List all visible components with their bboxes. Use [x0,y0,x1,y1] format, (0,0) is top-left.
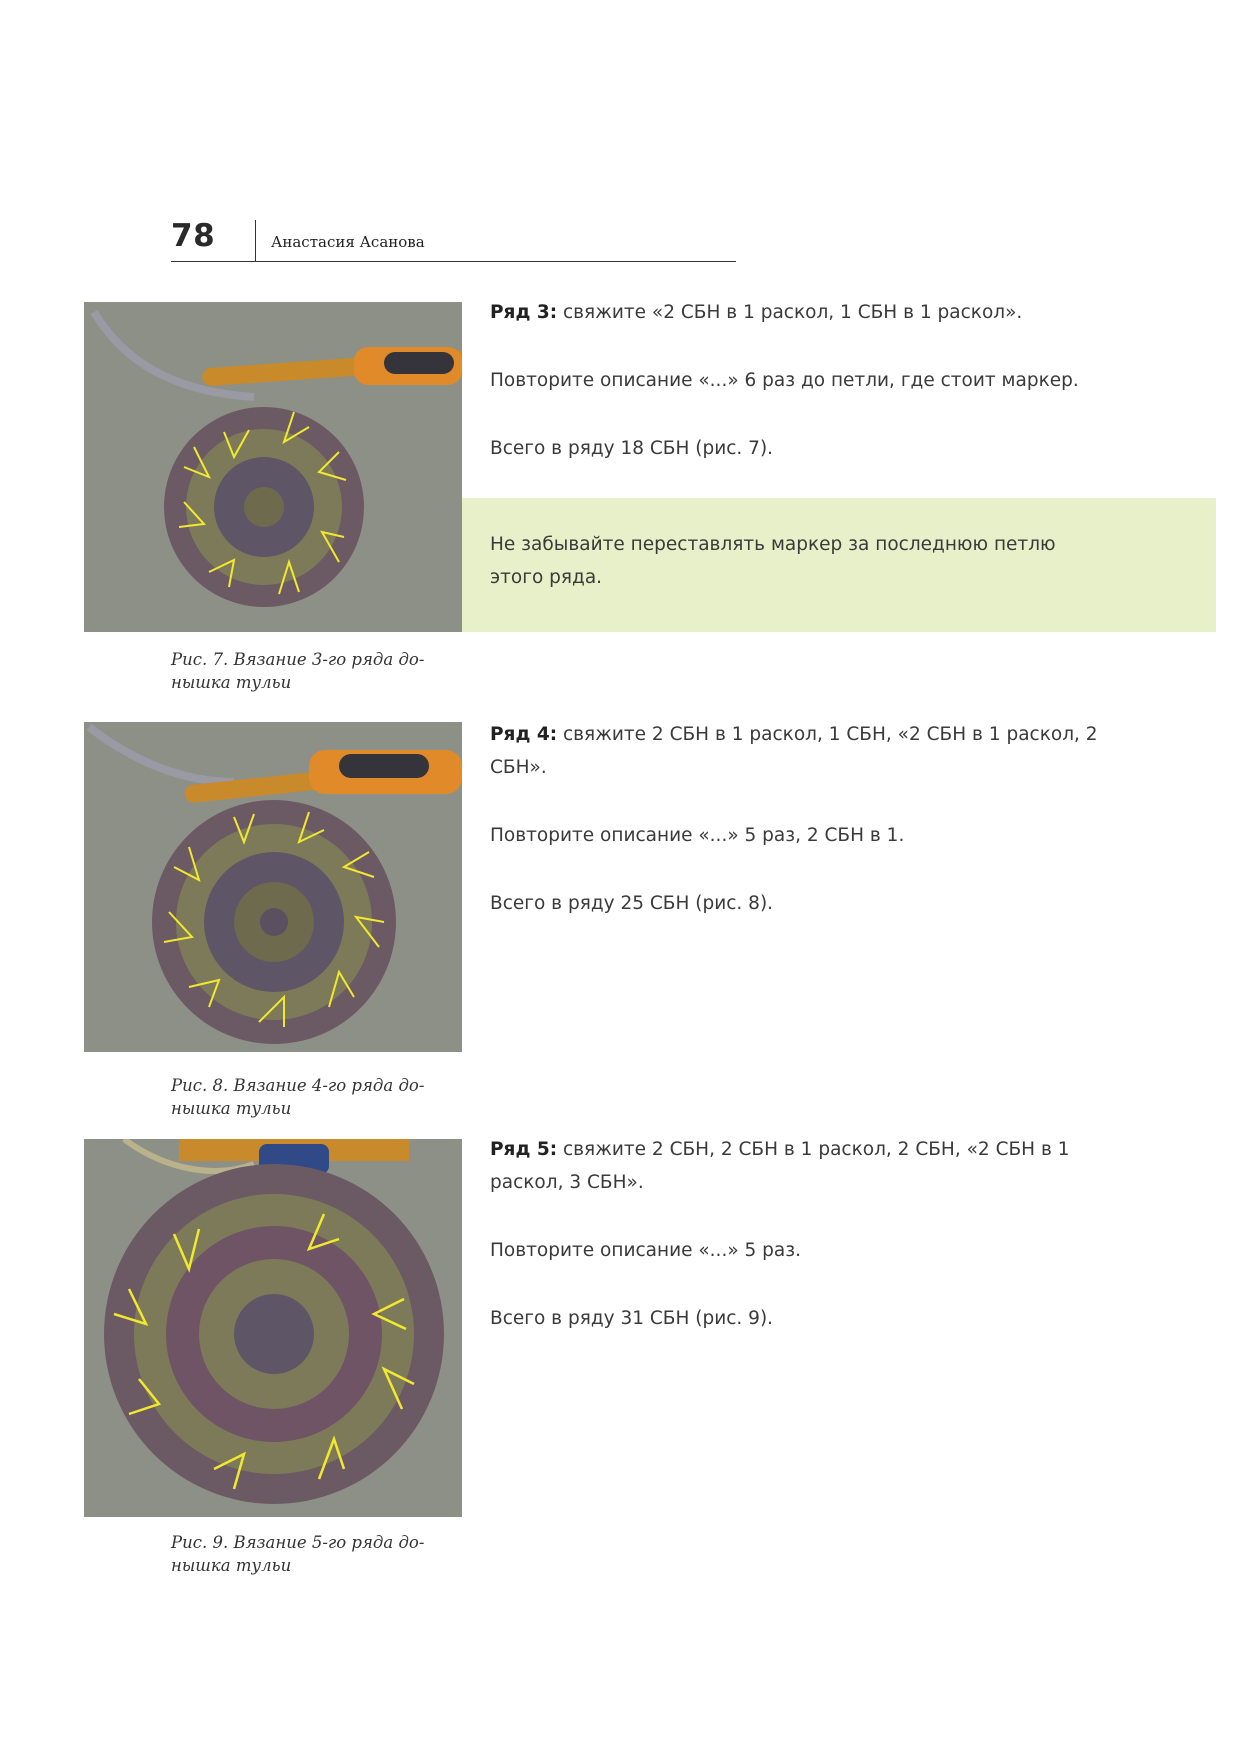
figure-8-caption: Рис. 8. Вязание 4-го ряда до-нышка тульи [171,1076,425,1118]
figure-9-caption: Рис. 9. Вязание 5-го ряда до-нышка тульи [171,1533,425,1575]
header-divider [255,220,256,262]
figure-8-photo [84,722,462,1052]
row-5-instruction [490,1133,1110,1199]
row-5-label: Ряд 5: [490,1139,558,1160]
figure-7-caption: Рис. 7. Вязание 3-го ряда до-нышка тульи [171,650,425,692]
tip-text: Не забывайте переставлять маркер за последнюю петлю этого ряда. [490,534,1056,588]
row-4-label: Ряд 4: [490,724,558,745]
figure-9-photo [84,1139,462,1517]
figure-7-photo [84,302,462,632]
row-3-repeat: Повторите описание «...» 6 раз до петли, где стоит маркер. [490,370,1079,391]
author-name: Анастасия Асанова [271,233,425,251]
row-5-total: Всего в ряду 31 СБН (рис. 9). [490,1308,774,1329]
tip-box [462,498,1216,632]
row-3-total: Всего в ряду 18 СБН (рис. 7). [490,438,774,459]
row-3-label: Ряд 3: [490,302,558,323]
row-5-repeat: Повторите описание «...» 5 раз. [490,1240,801,1261]
row-5-text: свяжите 2 СБН, 2 СБН в 1 раскол, 2 СБН, «2 СБН в 1 раскол, 3 СБН». [490,1139,1070,1193]
header-rule [171,261,736,262]
row-3-text: свяжите «2 СБН в 1 раскол, 1 СБН в 1 раскол». [562,302,1023,323]
row-3-instruction [490,296,1110,329]
row-4-repeat: Повторите описание «...» 5 раз, 2 СБН в 1. [490,825,905,846]
row-4-text: свяжите 2 СБН в 1 раскол, 1 СБН, «2 СБН в 1 раскол, 2 СБН». [490,724,1098,778]
row-4-total: Всего в ряду 25 СБН (рис. 8). [490,893,774,914]
page-number: 78 [171,218,216,254]
row-4-instruction [490,718,1110,784]
